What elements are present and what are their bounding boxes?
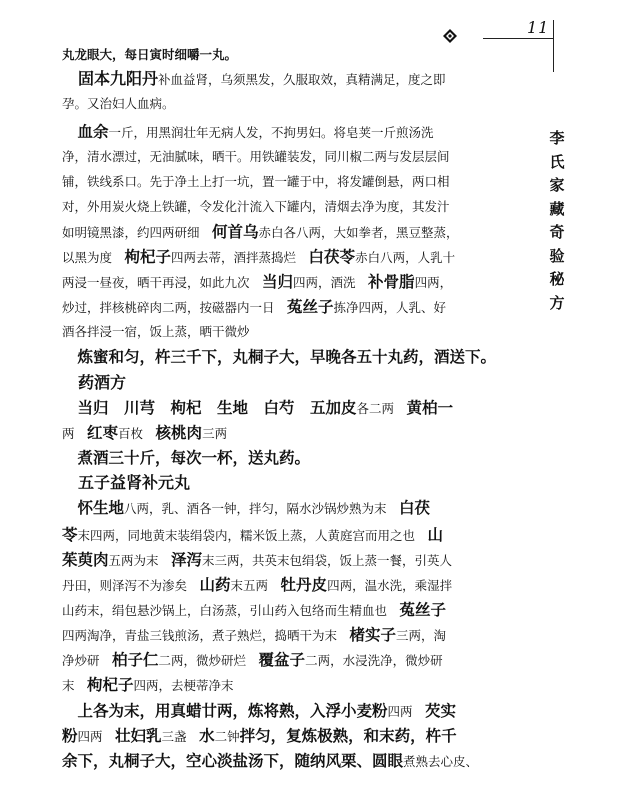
diamond-ornament-icon <box>443 29 457 43</box>
text-run: 水 <box>199 726 215 745</box>
text-run: 两 <box>62 426 88 441</box>
text-line <box>62 470 542 496</box>
text-run: 四两去蒂，酒拌蒸捣烂 <box>171 250 309 265</box>
text-run: 四两， <box>414 275 453 290</box>
text-run: 丸龙眼大，每日寅时细嚼一丸。 <box>62 47 238 62</box>
text-run: 四两 <box>387 704 426 719</box>
text-run: 百枚 <box>118 426 156 441</box>
text-run: 八两，乳、酒各一钟，拌匀，隔水沙锅炒熟为末 <box>124 501 400 516</box>
text-line <box>62 572 542 598</box>
text-run: 柏子仁 <box>112 650 159 669</box>
text-run: 四两，温水洗，乘湿拌 <box>327 578 453 593</box>
text-line <box>62 344 542 370</box>
text-run: 各二两 <box>356 401 407 416</box>
text-run: 如明镜黑漆，约四两研细 <box>62 225 213 240</box>
text-line <box>62 597 542 623</box>
text-run: 五两为末 <box>108 553 172 568</box>
text-run: 覆盆子 <box>258 650 306 669</box>
text-run: 补血益肾，乌须黑发，久服取效，真精满足，度之即 <box>158 72 446 87</box>
text-run: 煮酒三十斤，每次一杯，送丸药。 <box>62 448 311 467</box>
text-run: 末四两，同地黄末装绢袋内，糯米饭上蒸，人黄庭宫而用之也 <box>77 528 428 543</box>
text-run: 苓 <box>62 525 78 544</box>
text-run: 楮实子 <box>349 625 397 644</box>
text-line <box>62 370 542 396</box>
text-line <box>62 395 542 421</box>
text-line <box>62 748 542 774</box>
text-line <box>62 547 542 573</box>
text-run: 酒各拌浸一宿，饭上蒸，晒干微炒 <box>62 324 250 339</box>
text-run: 三盏 <box>161 729 200 744</box>
text-run: 核桃肉 <box>155 423 203 442</box>
text-run: 煮熟去心皮、 <box>403 754 479 769</box>
text-run: 五子益肾补元丸 <box>62 473 191 492</box>
text-run: 当归 川芎 枸杞 生地 白芍 五加皮 <box>62 398 357 417</box>
text-run: 血余 <box>62 122 109 141</box>
text-line <box>62 119 542 145</box>
text-line <box>62 723 542 749</box>
text-run: 牡丹皮 <box>280 575 328 594</box>
text-run: 二钟 <box>214 729 240 744</box>
text-run: 拣净四两，人乳、好 <box>333 300 447 315</box>
text-run: 四两，酒洗 <box>293 275 369 290</box>
text-run: 三两 <box>202 426 228 441</box>
text-run: 四两淘净，青盐三钱煎汤，煮子熟烂，捣晒干为末 <box>62 628 350 643</box>
text-run: 孕。又治妇人血病。 <box>62 96 175 111</box>
side-title: 李氏家藏奇验秘方 <box>549 129 565 312</box>
text-run: 怀生地 <box>62 498 125 517</box>
text-run: 芡实 <box>425 701 457 720</box>
text-run: 黄柏一 <box>406 398 454 417</box>
text-run: 枸杞子 <box>87 675 134 694</box>
text-run: 赤白各八两，大如拳者，黑豆整蒸， <box>258 225 459 240</box>
text-line <box>62 269 542 295</box>
text-run: 净，清水漂过，无油腻味，晒干。用铁罐装发，同川椒二两与发层层间 <box>62 149 450 164</box>
header-vertical-rule <box>553 20 554 72</box>
text-run: 山药 <box>199 575 231 594</box>
text-run: 菟丝子 <box>399 600 447 619</box>
text-run: 粉 <box>62 726 78 745</box>
header-horizontal-rule <box>483 38 554 39</box>
text-line <box>62 66 542 92</box>
text-run: 山药末，绢包悬沙锅上，白汤蒸，引山药入包络而生精血也 <box>62 603 400 618</box>
text-run: 四两 <box>77 729 116 744</box>
text-line <box>62 445 542 471</box>
text-run: 余下，丸桐子大，空心淡盐汤下，随纳风栗、圆眼 <box>62 751 404 770</box>
text-run: 白茯 <box>399 498 431 517</box>
text-line <box>62 698 542 724</box>
text-line <box>62 522 542 548</box>
text-run: 二两，微炒研烂 <box>158 653 259 668</box>
text-run: 末 <box>62 678 88 693</box>
text-line <box>62 495 542 521</box>
text-run: 泽泻 <box>171 550 203 569</box>
page-number: 11 <box>527 18 550 37</box>
text-run: 炼蜜和匀，杵三千下，丸桐子大，早晚各五十丸药，酒送下。 <box>62 347 497 366</box>
text-line <box>62 294 542 320</box>
text-line <box>62 169 542 195</box>
text-run: 何首乌 <box>212 222 259 241</box>
text-run: 末五两 <box>230 578 281 593</box>
text-run: 一斤，用黑润壮年无病人发，不拘男妇。将皂荚一斤煎汤洗 <box>108 125 434 140</box>
text-line <box>62 319 542 345</box>
text-run: 白茯苓 <box>308 247 356 266</box>
text-line <box>62 244 542 270</box>
text-run: 红枣 <box>87 423 119 442</box>
text-run: 菟丝子 <box>287 297 334 316</box>
text-run: 炒过，拌核桃碎肉二两，按磁器内一日 <box>62 300 288 315</box>
text-run: 铺，铁线系口。先于净土上打一坑，置一罐于中，将发罐倒悬，两口相 <box>62 174 450 189</box>
text-run: 上各为末，用真蜡廿两，炼将熟，入浮小麦粉 <box>62 701 388 720</box>
text-run: 净炒研 <box>62 653 113 668</box>
text-line <box>62 42 542 68</box>
text-run: 赤白八两，人乳十 <box>355 250 456 265</box>
text-run: 壮妇乳 <box>115 726 162 745</box>
text-line <box>62 91 542 117</box>
text-run: 枸杞子 <box>124 247 172 266</box>
text-run: 对，外用炭火烧上铁罐，令发化汁流入下罐内，清烟去净为度，其发汁 <box>62 199 450 214</box>
text-run: 补骨脂 <box>368 272 415 291</box>
text-line <box>62 647 542 673</box>
text-run: 固本九阳丹 <box>62 69 159 88</box>
text-run: 山 <box>427 525 444 544</box>
text-run: 二两，水浸洗净，微炒研 <box>305 653 443 668</box>
text-line <box>62 194 542 220</box>
text-run: 三两，淘 <box>396 628 447 643</box>
text-run: 茱萸肉 <box>62 550 109 569</box>
text-run: 两浸一昼夜，晒干再浸，如此九次 <box>62 275 263 290</box>
text-line <box>62 622 542 648</box>
text-run: 丹田，则泽泻不为渗矣 <box>62 578 200 593</box>
text-line <box>62 219 542 245</box>
text-run: 末三两，共英末包绢袋，饭上蒸一餐，引英人 <box>202 553 453 568</box>
text-run: 拌匀，复炼极熟，和末药，杵千 <box>239 726 457 745</box>
text-run: 药酒方 <box>62 373 127 392</box>
text-run: 以黑为度 <box>62 250 125 265</box>
text-run: 当归 <box>262 272 294 291</box>
text-run: 四两，去梗蒂净末 <box>133 678 234 693</box>
text-line <box>62 144 542 170</box>
text-line <box>62 672 542 698</box>
text-line <box>62 420 542 446</box>
